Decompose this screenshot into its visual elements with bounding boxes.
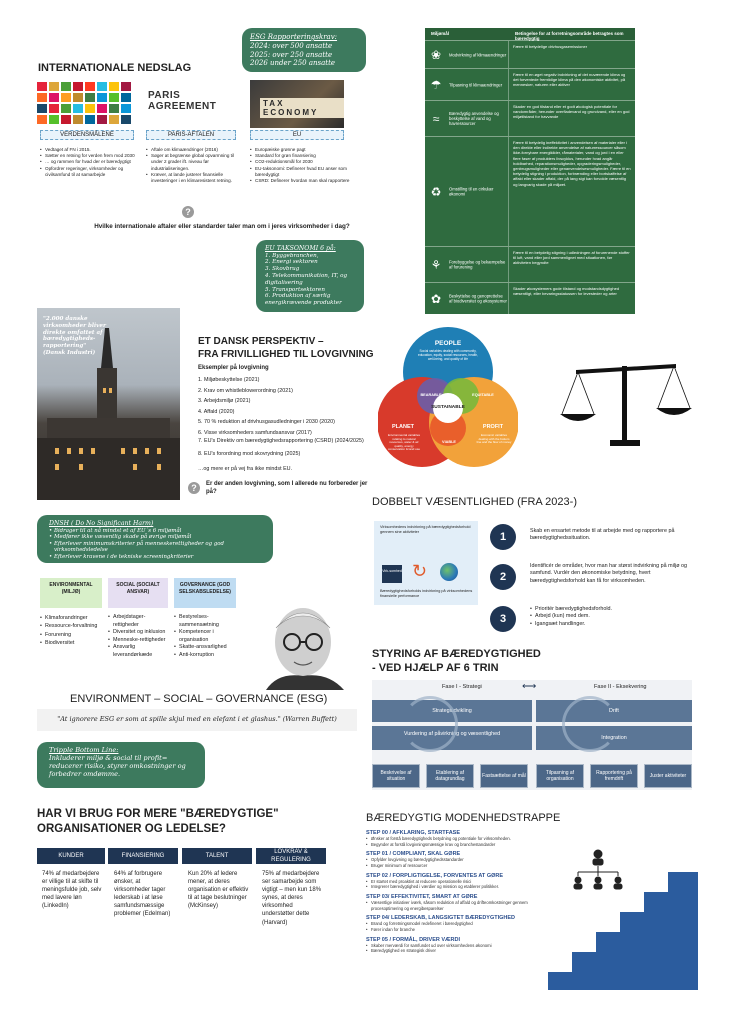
label-verdensmaalene: VERDENSMÅLENE bbox=[40, 130, 134, 140]
esg-item: • Forurening bbox=[40, 631, 104, 639]
step-item: • Integrerer bæredygtighed i værdier og mission og etablerer politikker. bbox=[366, 884, 552, 890]
bullet: • Vedtaget af FN i 2015. bbox=[40, 147, 138, 153]
bullet: • Sætter en retning for verden frem mod 2030 bbox=[40, 153, 138, 159]
table-header-left: Miljømål bbox=[431, 31, 450, 36]
row-text: Færre til betydelige drivhusgasemissioner bbox=[513, 44, 588, 49]
esg-item: • Bestyrelses-sammensætning bbox=[174, 614, 240, 629]
legislation-list bbox=[198, 375, 378, 460]
col-text-lovkrav: 75% af medarbejdere ser samarbejde som vigtigt – men kun 18% synes, at deres virksomhed understøtter dette (Harvard) bbox=[262, 871, 322, 926]
step-item: • Opfylder lovgivning og bæredygtighedsstandarder bbox=[366, 857, 552, 863]
step-circle-3: 3 bbox=[490, 606, 516, 632]
cycle-arrow-left-icon bbox=[402, 696, 458, 752]
legislation-item: 1. Miljøbeskyttelse (2021) bbox=[198, 377, 260, 383]
venn-planet-label: PLANET bbox=[392, 424, 414, 430]
table-row bbox=[425, 68, 635, 100]
esg-item: • Kompetencer i organisation bbox=[174, 629, 240, 644]
table-header-right: Betingelse for at forretningsområde betragtes som bæredygtig bbox=[515, 31, 624, 41]
esg-item: • Diversitet og inklusion bbox=[108, 629, 170, 637]
row-text: Færre til en øget negativ indvirkning af det nuværende klima og det forventede fremtidige klima på den økonomiske aktivitet, på mennesker, naturen eller aktiver bbox=[513, 72, 626, 88]
double-step-1-text: Skab en ensartet metode til at arbejde med og rapportere på bæredygtighedssituation. bbox=[530, 528, 675, 542]
bottom-title-1: HAR VI BRUG FOR MERE "BÆREDYGTIGE" bbox=[37, 808, 279, 820]
international-title: INTERNATIONALE NEDSLAG bbox=[38, 62, 192, 74]
question-icon: ? bbox=[182, 206, 194, 218]
step-item: • Fører indan for branche bbox=[366, 927, 552, 933]
warren-buffett-portrait bbox=[248, 598, 352, 690]
venn-profit-text: Economic variables dealing with the bottom line and the flow of money bbox=[476, 433, 512, 445]
col-text-kunder: 74% af medarbejdere er villige til at skifte til meningsfulde job, selv med lavere løn (LinkedIn) bbox=[42, 871, 102, 910]
staircase-graphic bbox=[548, 840, 698, 990]
recycle-arrows-icon: ↻ bbox=[412, 561, 428, 581]
row-text: Skader en god tilstand eller et godt økologisk potentiale for vandområder, herunder overfladevand og grundvand, eller en god miljøtilstand for havvande bbox=[513, 104, 630, 120]
esg-reporting-line: 2025: over 250 ansatte bbox=[250, 50, 333, 59]
double-title: DOBBELT VÆSENTLIGHED (FRA 2023-) bbox=[372, 496, 577, 508]
step-heading: STEP 05 / FORMÅL, DRIVER VÆRDI bbox=[366, 936, 461, 943]
dnsh-item: • Bidrager til at nå mindst et af EU´s 6 miljømål bbox=[49, 528, 261, 535]
table-row bbox=[425, 100, 635, 136]
venn-planet-text: Environmental variables relating to natural resources, water & air quality, energy conservation & land use bbox=[387, 433, 421, 452]
danish-question: Er der anden lovgivning, som I allerede nu forbereder jer på? bbox=[206, 481, 368, 495]
step-item: • Bæredygtighed en strategisk driver bbox=[366, 948, 552, 954]
esg-item: • Skatte-ansvarlighed bbox=[174, 644, 240, 652]
eu-list bbox=[250, 147, 350, 184]
step-item: • Bruger minimum af ressourcer bbox=[366, 863, 552, 869]
bullet: • CO2-reduktionsmål for 2030 bbox=[250, 159, 350, 165]
umbrella-icon: ☂ bbox=[430, 77, 442, 92]
step-heading: STEP 02 / FORPLIGTIGELSE, FORVENTES AT GØRE bbox=[366, 872, 504, 879]
maturity-title: BÆREDYGTIG MODENHEDSTRAPPE bbox=[366, 812, 561, 824]
danish-subtitle: Eksempler på lovgivning bbox=[198, 365, 269, 371]
esg-reporting-line: 2026 under 250 ansatte bbox=[250, 59, 336, 68]
step-item: • Arbejd (kun) med dem. bbox=[530, 613, 690, 620]
verdensmaalene-list bbox=[40, 147, 138, 178]
dnsh-box bbox=[37, 515, 273, 563]
steering-title-2: - VED HJÆLP AF 6 TRIN bbox=[372, 662, 499, 674]
step-circle-1: 1 bbox=[490, 524, 516, 550]
phase-arrow-icon: ⟷ bbox=[522, 681, 537, 692]
taxonomy-item: 5. Transportsektoren bbox=[265, 286, 325, 293]
dnsh-item: • Medfører ikke væsentlig skade på øvrige miljømål bbox=[49, 534, 261, 541]
esg-reporting-box bbox=[242, 28, 366, 72]
esg-title: ENVIRONMENT – SOCIAL – GOVERNANCE (ESG) bbox=[70, 693, 328, 705]
row-text: Færre til en betydelig stigning i udledningen af forurenende stoffer til luft, vand eller jord sammenlignet med situationen, før aktiviteten begyndte bbox=[513, 250, 630, 266]
bullet: • Aftale om klimaændringer (2016) bbox=[146, 147, 240, 153]
tbl-title: Tripple Bottom Line: bbox=[49, 746, 119, 754]
row-text: Færre til betydelig ineffektivitet i anvendelsen af materialer eller i den direkte eller indirekte anvendelse af naturressourcer såsom ikke-fornybare energikilder, råmaterialer, vand og jord i en eller flere faser af produkters livscyklus, herunder hvad angår holdbarhed, reparationsmuligheder, opgraderingsmuligheder, genbrugsmuligheder eller genanvendelsesmuligheder. Færre til en betydelig stigning i produktion, forbrænding eller bortskaffelse af affald eller skader affald, der på lang sigt kan forvolde væsentlig og langvarig skade på miljøet. bbox=[513, 140, 631, 187]
venn-profit-label: PROFIT bbox=[482, 424, 504, 430]
esg-item: • Menneske-rettigheder bbox=[108, 637, 170, 645]
buffett-quote-box bbox=[37, 709, 357, 731]
col-text-talent: Kun 20% af ledere mener, at deres organisation er effektiv til at tage beslutninger (McKinsey) bbox=[188, 871, 249, 910]
bullet: • Søger at begrænse global opvarmning til under 2 grader ift. niveau før industrialiseringen. bbox=[146, 153, 240, 172]
legislation-item: 7. EU's Direktiv om bæredygtighedsrapportering (CSRD) (2024/2025) bbox=[198, 438, 364, 445]
step-heading: STEP 03/ EFFEKTIVITET, SMART AT GØRE bbox=[366, 894, 478, 901]
step-item: • Prioritér bæredygtighedsforhold. bbox=[530, 606, 690, 613]
legislation-item: 6. Visse virksomheders samfundsansvar (2017) bbox=[198, 429, 312, 436]
bullet: • Kræver, at lande justerer finansielle investeringer i en klimaresistent retning. bbox=[146, 172, 240, 184]
danish-title-1: ET DANSK PERSPEKTIV – bbox=[198, 336, 324, 347]
box-step-4: Tilpasning af organisation bbox=[536, 764, 584, 788]
esg-item: • Klimaforandringer bbox=[40, 614, 104, 622]
box-step-5: Rapportering på fremdrift bbox=[590, 764, 638, 788]
esg-item: • Ansvarlig leverandørkæde bbox=[108, 644, 170, 659]
taxonomy-item: 6. Produktion af særlig energikrævende produkter bbox=[265, 293, 342, 307]
step-item: • Er startet med proaktivt at reducere operationelle risici bbox=[366, 879, 552, 885]
dnsh-item: • Efterlever minimumskriterier på menneskerettigheder og god virksomhedsledelse bbox=[49, 541, 261, 554]
paris-logo-text: PARIS AGREEMENT bbox=[148, 90, 217, 112]
paris-agreement-logo bbox=[148, 90, 234, 120]
bullet: • Europæiske grønne pagt bbox=[250, 147, 350, 153]
esg-env-list bbox=[40, 614, 104, 648]
venn-viable-label: VIABLE bbox=[442, 440, 456, 444]
maturity-steps bbox=[366, 830, 552, 954]
water-icon: ≈ bbox=[432, 111, 440, 126]
diagram-company: Virk-somhed bbox=[382, 565, 402, 583]
dnsh-item: • Efterlever kravene i de tekniske screeningkriterier bbox=[49, 554, 261, 561]
di-quote: "2.000 danske virksomheder bliver direkte omfattet af bæredygtigheds-rapportering" (Dansk Industri) bbox=[43, 316, 106, 357]
legislation-item: 8. EU's forordning mod skovrydning (2025) bbox=[198, 451, 301, 458]
steering-title-1: STYRING AF BÆREDYGTIGHED bbox=[372, 648, 541, 660]
box-step-2: Etablering af datagrundlag bbox=[426, 764, 474, 788]
venn-bearable-label: BEARABLE bbox=[420, 393, 442, 397]
legislation-more: …og mere er på vej fra ikke mindst EU. bbox=[198, 466, 293, 472]
phase-1-label: Fase I - Strategi bbox=[442, 684, 482, 690]
step-item: • Igangsæt handlinger. bbox=[530, 621, 690, 628]
step-item: • Begynder at forstå lovgivningsmæssige krav og branchestandarder bbox=[366, 842, 552, 848]
esg-env-header: ENVIRONMENTAL (MILJØ) bbox=[40, 578, 102, 608]
balance-scale-icon bbox=[556, 362, 696, 452]
table-row bbox=[425, 282, 635, 314]
step-heading: STEP 00 / AFKLARING, STARTFASE bbox=[366, 830, 461, 836]
flower-icon: ❀ bbox=[430, 47, 442, 62]
table-row bbox=[425, 136, 635, 246]
esg-item: • Ressource-forvaltning bbox=[40, 622, 104, 630]
taxonomy-item: 2. Energi sektoren bbox=[265, 259, 318, 266]
row-text: Skader økosystemers gode tilstand og modstandsdygtighed væsentligt, eller bevaringsstatussen for levesteder og arter bbox=[513, 286, 620, 297]
step-circle-2: 2 bbox=[490, 564, 516, 590]
double-step-2-text: Identificér de områder, hvor man har størst indvirkning på miljø og samfund. Vurdér den økonomiske betydning, hvert bæredygtighedsforhold kan få for virksomheden. bbox=[530, 563, 687, 584]
row-label: Modvirkning af klimaændringer bbox=[449, 51, 507, 57]
double-step-3-list bbox=[530, 606, 690, 628]
steering-diagram bbox=[372, 680, 692, 790]
esg-item: • Biodiversitet bbox=[40, 639, 104, 647]
org-chart-icon bbox=[574, 850, 622, 889]
col-text-finansiering: 64% af forbrugere ønsker, at virksomheder tager lederskab i at løse samfundsmæssige problemer (Edelman) bbox=[114, 871, 171, 918]
col-header-kunder: KUNDER bbox=[37, 848, 105, 864]
box-step-6: Juster aktiviteter bbox=[644, 764, 692, 788]
row-label: Forebyggelse og bekæmpelse af forurening bbox=[449, 259, 506, 270]
bullet: • EU-taksonomi: Definerer hvad EU anser som bæredygtigt bbox=[250, 166, 350, 178]
col-header-talent: TALENT bbox=[182, 848, 252, 864]
bullet: • Opfordrer regeringer, virksomheder og civilsamfund til at samarbejde bbox=[40, 166, 138, 178]
esg-item: • Anti-korruption bbox=[174, 652, 240, 660]
paris-list bbox=[146, 147, 240, 184]
environmental-goals-table bbox=[425, 28, 635, 314]
question-icon: ? bbox=[188, 482, 200, 494]
esg-gov-header: GOVERNANCE (GOD SELSKABSLEDELSE) bbox=[174, 578, 236, 608]
col-header-finansiering: FINANSIERING bbox=[108, 848, 178, 864]
plant-icon: ⚘ bbox=[430, 257, 442, 272]
row-label: Bæredygtig anvendelse og beskyttelse af vand og havressourcer bbox=[449, 110, 499, 127]
table-row bbox=[425, 40, 635, 68]
row-label: Tilpasning til klimaændringer bbox=[449, 81, 503, 87]
esg-soc-list bbox=[108, 614, 170, 659]
esg-reporting-line: 2024: over 500 ansatte bbox=[250, 41, 333, 50]
step-item: • Væsentlige initiativer iværk, såsom reduktion af affald og drifteomkostninger gennem procesoptimering og energibesparelser bbox=[366, 900, 552, 911]
globe-icon bbox=[440, 563, 458, 581]
bullet: • … og rammen for hvad der er bæredygtigt bbox=[40, 159, 138, 165]
col-header-lovkrav: LOVKRAV & REGULERING bbox=[256, 848, 326, 864]
box-step-1: Beskrivelse af situation bbox=[372, 764, 420, 788]
diagram-bottom-text: Bæredygtighedsforholds indvirkning på virksomhedens finansielle performance bbox=[380, 589, 473, 598]
bullet: • CSRD: Definerer hvordan man skal rapportere bbox=[250, 178, 350, 184]
step-heading: STEP 04/ LEDERSKAB, LANGSIGTET BÆREDYGTIGHED bbox=[366, 915, 516, 922]
diagram-top-text: Virksomhedens indvirkning på bæredygtighedsforhold gennem sine aktiviteter bbox=[380, 525, 471, 534]
dnsh-title: DNSH ( Do No Significant Harm) bbox=[49, 520, 154, 527]
venn-center-label: SUSTAINABLE bbox=[431, 405, 465, 410]
venn-people-text: Social variables dealing with community, education, equity, social resources, health, well-being, and quality of life bbox=[418, 349, 479, 361]
esg-gov-list bbox=[174, 614, 240, 659]
taxonomy-item: 4. Telekommunikation, IT, og digitalisering bbox=[265, 273, 348, 286]
bar-integration: Integration bbox=[536, 726, 692, 750]
table-row bbox=[425, 246, 635, 282]
phase-2-label: Fase II - Eksekvering bbox=[594, 684, 647, 690]
step-item: • Brand og forretningsmodel redefineret i bæredygtighed bbox=[366, 921, 552, 927]
parliament-photo bbox=[37, 308, 180, 500]
table-header bbox=[425, 28, 635, 40]
bar-assessment: Vurdering af påvirkning og væsentlighed bbox=[372, 726, 532, 750]
venn-people-label: PEOPLE bbox=[434, 340, 462, 347]
tbl-box bbox=[37, 742, 205, 788]
legislation-item: 5. 70 % reduktion af drivhusgasudledninger i 2030 (2020) bbox=[198, 419, 335, 426]
buffett-quote: "At ignorere ESG er som at spille skjul med en elefant i et glashus." (Warren Buffett) bbox=[57, 715, 337, 723]
legislation-item: 3. Arbejdsmiljø (2021) bbox=[198, 398, 251, 405]
cycle-arrow-right-icon bbox=[562, 696, 618, 752]
label-eu: EU bbox=[250, 130, 344, 140]
row-label: Omstilling til en cirkulær økonomi bbox=[449, 186, 494, 197]
eu-taxonomy-title: EU TAKSONOMI 6 på: bbox=[265, 245, 336, 252]
danish-title-2: FRA FRIVILLIGHED TIL LOVGIVNING bbox=[198, 349, 374, 360]
legislation-item: 4. Affald (2020) bbox=[198, 408, 235, 415]
eu-taxonomy-box bbox=[256, 240, 364, 312]
box-step-3: Fastsættelse af mål bbox=[480, 764, 528, 788]
step-heading: STEP 01 / COMPLIANT, SKAL GØRE bbox=[366, 851, 461, 858]
tax-economy-image bbox=[250, 80, 344, 128]
bar-strategy: Strategiudvikling bbox=[372, 700, 532, 722]
biodiversity-icon: ✿ bbox=[430, 291, 442, 306]
esg-soc-header: SOCIAL (SOCIALT ANSVAR) bbox=[108, 578, 168, 608]
step-item: • Ønsker at forstå bæredygtigheds betydning og potentiale for virksomheden. bbox=[366, 836, 552, 842]
esg-reporting-title: ESG Rapporteringskrav: bbox=[250, 33, 338, 41]
venn-equitable-label: EQUITABLE bbox=[472, 393, 494, 397]
label-paris-aftalen: PARIS-AFTALEN bbox=[146, 130, 236, 140]
row-label: Beskyttelse og genoprettelse af biodiversitet og økosystemer bbox=[449, 293, 507, 304]
bar-drift: Drift bbox=[536, 700, 692, 722]
double-diagram bbox=[374, 521, 478, 605]
sdg-tiles-logo bbox=[37, 82, 133, 126]
bullet: • Standard for grøn finansiering bbox=[250, 153, 350, 159]
tbl-text: Inkluderer miljø & social til profit= reducerer risiko, styrer omkostninger og forbedrer omdømme. bbox=[49, 753, 186, 778]
tax-economy-text: TAX ECONOMY bbox=[260, 98, 344, 118]
step-item: • Skaber merværdi for samfundet ud over virksomhedens økonomi bbox=[366, 943, 552, 949]
legislation-item: 2. Krav om whistleblowerordning (2021) bbox=[198, 387, 293, 394]
recycle-icon: ♻ bbox=[430, 184, 442, 199]
international-question: Hvilke internationale aftaler eller standarder taler man om i jeres virksomheder i dag? bbox=[94, 223, 350, 230]
taxonomy-item: 3. Skovbrug bbox=[265, 266, 300, 273]
bottom-title-2: ORGANISATIONER OG LEDELSE? bbox=[37, 823, 226, 835]
taxonomy-item: 1. Byggebranchen, bbox=[265, 252, 319, 259]
esg-item: • Arbejdstager-rettigheder bbox=[108, 614, 170, 629]
